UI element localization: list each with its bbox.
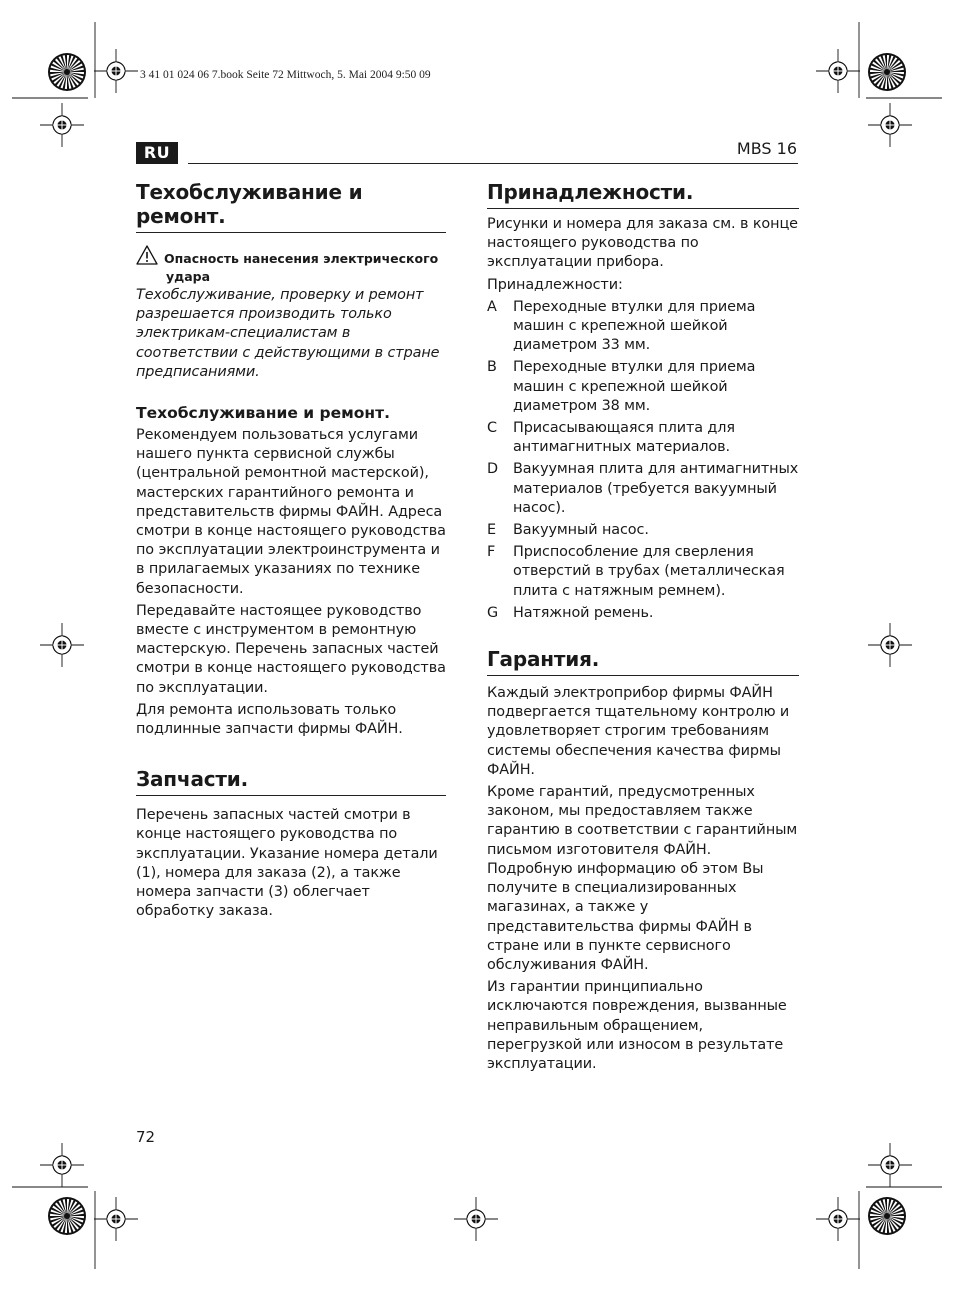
item-text: Переходные втулки для приема машин с крепежной шейкой диаметром 33 мм.	[513, 298, 756, 354]
parts-title: Запчасти.	[136, 767, 446, 796]
parts-section	[136, 767, 446, 921]
item-letter: E	[487, 522, 496, 539]
parts-paragraph: Перечень запасных частей смотри в конце настоящего руководства по эксплуатации. Указание номера детали (1), номера для заказа (2), а также номера запчасти (3) облегчает обработку заказа.	[136, 807, 438, 920]
accessories-section	[487, 180, 799, 623]
maintenance-paragraph-3: Для ремонта использовать только подлинные запчасти фирмы ФАЙН.	[136, 701, 403, 738]
maintenance-subtitle: Техобслуживание и ремонт.	[136, 404, 390, 423]
accessories-paragraph-1: Рисунки и номера для заказа см. в конце настоящего руководства по эксплуатации прибора.	[487, 216, 798, 271]
list-item	[487, 419, 799, 457]
page-number: 72	[136, 1128, 156, 1146]
maintenance-section	[136, 180, 446, 739]
model-name: MBS 16	[736, 139, 797, 158]
warranty-section	[487, 647, 799, 1074]
registration-mark-icon	[816, 49, 860, 93]
color-wheel-icon	[48, 1197, 86, 1235]
item-text: Приспособление для сверления отверстий в трубах (металлическая плита с натяжным ремнем).	[513, 544, 785, 599]
right-column	[487, 180, 799, 1077]
maintenance-paragraph-2: Передавайте настоящее руководство вместе с инструментом в ремонтную мастерскую. Перечень запасных частей смотри в конце настоящего руководства по эксплуатации.	[136, 602, 446, 696]
registration-mark-icon	[94, 49, 138, 93]
item-letter: A	[487, 298, 497, 315]
item-text: Присасывающаяся плита для антимагнитных материалов.	[513, 420, 735, 456]
warranty-paragraph-2: Кроме гарантий, предусмотренных законом, мы предоставляем также гарантию в соответствии с гарантийным письмом изготовителя ФАЙН. Подробную информацию об этом Вы получите в специализированных магазинах, а также у представительства фирмы ФАЙН в стране или в пункте сервисного обслуживания ФАЙН.	[487, 784, 798, 973]
language-badge: RU	[136, 142, 178, 164]
warning-triangle-icon	[136, 245, 158, 265]
registration-mark-icon	[40, 103, 84, 147]
item-letter: C	[487, 420, 497, 437]
item-text: Натяжной ремень.	[513, 604, 654, 621]
color-wheel-icon	[48, 53, 86, 91]
accessories-list	[487, 298, 799, 623]
warranty-paragraph-1: Каждый электроприбор фирмы ФАЙН подвергается тщательному контролю и удовлетворяет строгим требованиям системы обеспечения качества фирмы ФАЙН.	[487, 685, 790, 778]
item-text: Переходные втулки для приема машин с крепежной шейкой диаметром 38 мм.	[513, 359, 756, 414]
registration-mark-icon	[868, 103, 912, 147]
item-letter: F	[487, 544, 496, 561]
warning-text: Техобслуживание, проверку и ремонт разрешается производить только электрикам-специалистам в соответствии с действующими в стране предписаниями.	[136, 287, 440, 380]
list-item	[487, 298, 799, 356]
warning-title: Опасность нанесения электрического удара	[164, 251, 439, 284]
warranty-paragraph-3: Из гарантии принципиально исключаются повреждения, вызванные неправильным обращением, перегрузкой или износом в результате эксплуатации.	[487, 979, 787, 1072]
color-wheel-icon	[868, 53, 906, 91]
registration-mark-icon	[868, 1143, 912, 1187]
item-text: Вакуумная плита для антимагнитных материалов (требуется вакуумный насос).	[513, 461, 799, 516]
list-item	[487, 460, 799, 518]
item-letter: G	[487, 604, 499, 621]
registration-mark-icon	[816, 1197, 860, 1241]
item-text: Вакуумный насос.	[513, 522, 649, 539]
list-item	[487, 358, 799, 416]
registration-mark-icon	[868, 623, 912, 667]
registration-mark-icon	[40, 623, 84, 667]
list-item	[487, 543, 799, 601]
book-info: 3 41 01 024 06 7.book Seite 72 Mittwoch, 5. Mai 2004 9:50 09	[140, 69, 431, 81]
list-item	[487, 604, 799, 623]
list-item	[487, 521, 799, 540]
registration-mark-icon	[94, 1197, 138, 1241]
item-letter: D	[487, 461, 498, 478]
registration-mark-icon	[40, 1143, 84, 1187]
maintenance-paragraph-1: Рекомендуем пользоваться услугами нашего пункта сервисной службы (центральной ремонтной мастерской), мастерских гарантийного ремонта и представительств фирмы ФАЙН. Адреса смотри в конце настоящего руководства по эксплуатации электроинструмента и в прилагаемых указаниях по технике безопасности.	[136, 427, 446, 597]
warranty-title: Гарантия.	[487, 647, 799, 676]
maintenance-title: Техобслуживание и ремонт.	[136, 180, 446, 233]
registration-mark-icon	[454, 1197, 498, 1241]
item-letter: B	[487, 359, 497, 376]
color-wheel-icon	[868, 1197, 906, 1235]
left-column	[136, 180, 446, 924]
header-rule	[188, 163, 798, 164]
accessories-paragraph-2: Принадлежности:	[487, 276, 623, 293]
warning-heading	[136, 245, 446, 286]
accessories-title: Принадлежности.	[487, 180, 799, 209]
